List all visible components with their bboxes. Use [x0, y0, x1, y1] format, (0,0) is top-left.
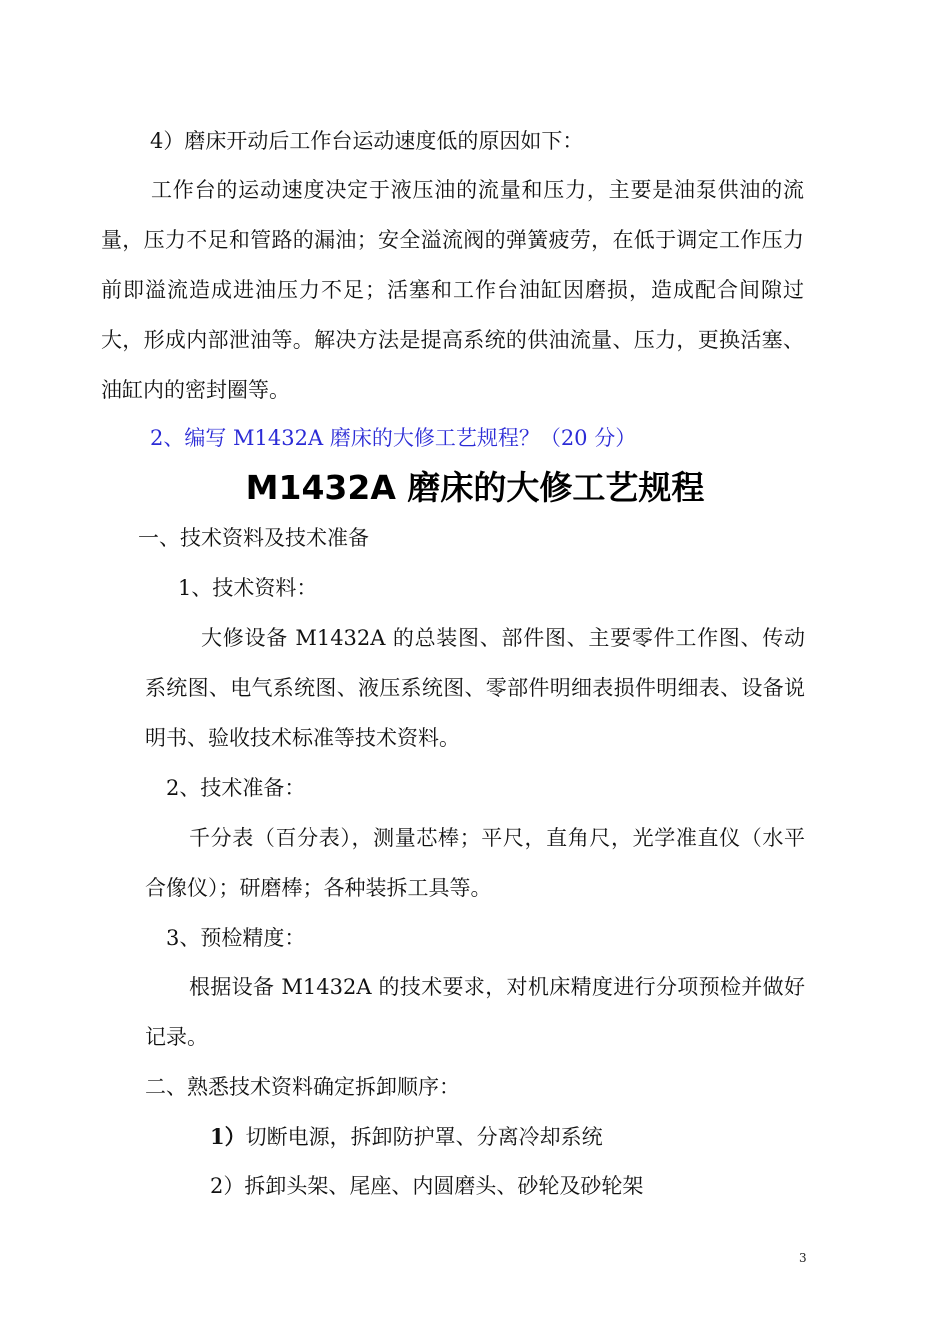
item-two-heading: 2、技术准备： [166, 776, 306, 800]
item-three-paragraph: 根据设备 M1432A 的技术要求，对机床精度进行分项预检并做好记录。 [145, 975, 805, 1049]
page-number: 3 [799, 1251, 807, 1265]
step-one-number: 1） [210, 1124, 246, 1149]
item-two-paragraph: 千分表（百分表），测量芯棒；平尺，直角尺，光学准直仪（水平合像仪）；研磨棒；各种装拆工具等。 [145, 826, 805, 900]
part-one-heading: 一、技术资料及技术准备 [138, 526, 369, 550]
step-one-text: 切断电源，拆卸防护罩、分离冷却系统 [245, 1125, 603, 1149]
document-title: M1432A 磨床的大修工艺规程 [245, 468, 705, 507]
step-one [210, 1123, 603, 1151]
section-paragraph: 工作台的运动速度决定于液压油的流量和压力，主要是油泵供油的流量，压力不足和管路的漏油；安全溢流阀的弹簧疲劳，在低于调定工作压力前即溢流造成进油压力不足；活塞和工作台油缸因磨损，造成配合间隙过大，形成内部泄油等。解决方法是提高系统的供油流量、压力，更换活塞、油缸内的密封圈等。 [101, 178, 804, 402]
step-two: 2）拆卸头架、尾座、内圆磨头、砂轮及砂轮架 [210, 1174, 644, 1198]
part-two-heading: 二、熟悉技术资料确定拆卸顺序： [145, 1075, 460, 1099]
section-heading: 4）磨床开动后工作台运动速度低的原因如下： [150, 129, 584, 153]
item-three-heading: 3、预检精度： [166, 926, 306, 950]
question-line: 2、编写 M1432A 磨床的大修工艺规程？（20 分） [150, 426, 637, 450]
item-one-paragraph: 大修设备 M1432A 的总装图、部件图、主要零件工作图、传动系统图、电气系统图、液压系统图、零部件明细表损件明细表、设备说明书、验收技术标准等技术资料。 [145, 626, 805, 750]
item-one-heading: 1、技术资料： [178, 576, 318, 600]
